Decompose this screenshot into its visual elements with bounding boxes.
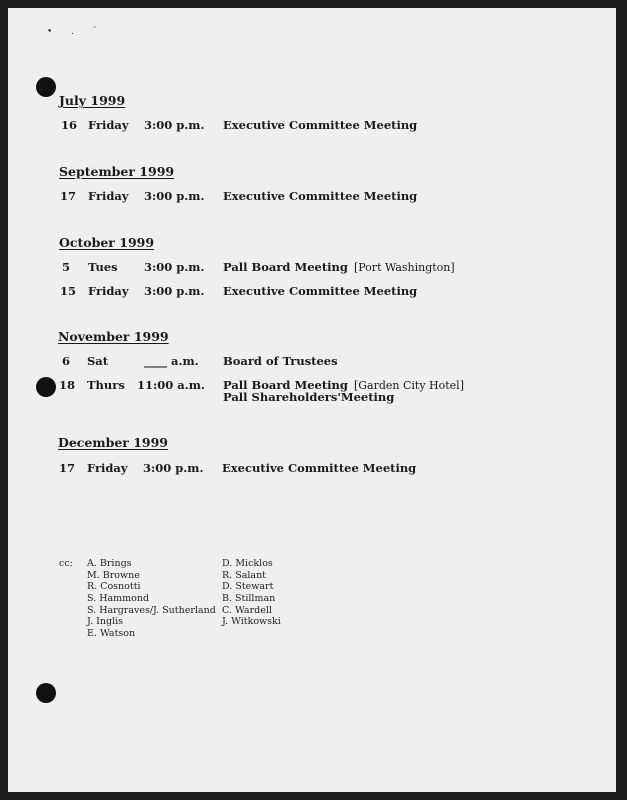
- event-day: 15: [60, 284, 77, 298]
- month-heading: December 1999: [58, 435, 169, 450]
- event-row: [0, 354, 627, 370]
- event-subtitle: Pall Shareholders'Meeting: [223, 390, 395, 404]
- cc-recipient: R. Salant: [222, 569, 267, 581]
- event-title: Pall Board Meeting: [223, 378, 348, 392]
- cc-recipient: D. Micklos: [222, 558, 273, 569]
- event-title-group: [223, 260, 455, 274]
- cc-recipient: R. Cosnotti: [87, 581, 141, 593]
- cc-recipient: S. Hammond: [87, 593, 150, 605]
- event-time: 3:00 p.m.: [144, 118, 205, 132]
- event-title: Executive Committee Meeting: [223, 189, 418, 203]
- event-row: [0, 189, 627, 205]
- event-location: [Garden City Hotel]: [353, 379, 464, 392]
- event-day: 17: [60, 189, 77, 203]
- event-subtitle-row: [0, 390, 627, 406]
- month-heading: October 1999: [59, 235, 155, 250]
- event-day: 18: [59, 378, 76, 392]
- cc-label: cc:: [59, 558, 73, 569]
- event-day: 6: [62, 354, 71, 368]
- event-time: 3:00 p.m.: [144, 189, 205, 203]
- event-title: Executive Committee Meeting: [223, 118, 418, 132]
- event-time: 3:00 p.m.: [144, 284, 205, 298]
- event-day: 5: [62, 260, 71, 274]
- event-day: 16: [61, 118, 78, 132]
- event-weekday: Friday: [88, 284, 129, 298]
- event-row: [0, 118, 627, 134]
- event-weekday: Sat: [87, 354, 109, 368]
- event-time: 3:00 p.m.: [143, 461, 204, 475]
- event-weekday: Friday: [87, 461, 128, 475]
- cc-recipient: S. Hargraves/J. Sutherland: [87, 604, 216, 616]
- cc-list-left: [87, 558, 216, 640]
- cc-recipient: B. Stillman: [222, 593, 276, 605]
- event-time: 11:00 a.m.: [137, 378, 205, 392]
- event-day: 17: [59, 461, 76, 475]
- event-time: ____ a.m.: [144, 354, 199, 368]
- cc-recipient: M. Browne: [87, 569, 140, 581]
- cc-recipient: C. Wardell: [222, 604, 272, 616]
- cc-recipient: J. Witkowski: [222, 616, 281, 628]
- month-heading: September 1999: [59, 164, 175, 179]
- event-title: Executive Committee Meeting: [222, 461, 417, 475]
- event-row: [0, 284, 627, 300]
- event-weekday: Friday: [88, 189, 129, 203]
- event-weekday: Friday: [88, 118, 129, 132]
- cc-recipient: A. Brings: [87, 558, 132, 569]
- event-time: 3:00 p.m.: [144, 260, 205, 274]
- event-title: Board of Trustees: [223, 354, 338, 368]
- event-weekday: Thurs: [87, 378, 125, 392]
- cc-list-right: [222, 558, 281, 628]
- month-heading: November 1999: [58, 329, 169, 344]
- event-title: Executive Committee Meeting: [223, 284, 418, 298]
- month-heading: July 1999: [59, 93, 126, 108]
- punch-hole-top: [36, 77, 56, 97]
- event-row: [0, 461, 627, 477]
- cc-recipient: J. Inglis: [87, 616, 124, 628]
- punch-hole-bottom: [36, 683, 56, 703]
- event-location: [Port Washington]: [353, 261, 455, 274]
- event-title: Pall Board Meeting: [223, 260, 348, 274]
- scan-specks: • . `: [47, 27, 106, 37]
- event-weekday: Tues: [88, 260, 118, 274]
- event-row: [0, 260, 627, 276]
- cc-recipient: D. Stewart: [222, 581, 274, 593]
- cc-recipient: E. Watson: [87, 628, 136, 640]
